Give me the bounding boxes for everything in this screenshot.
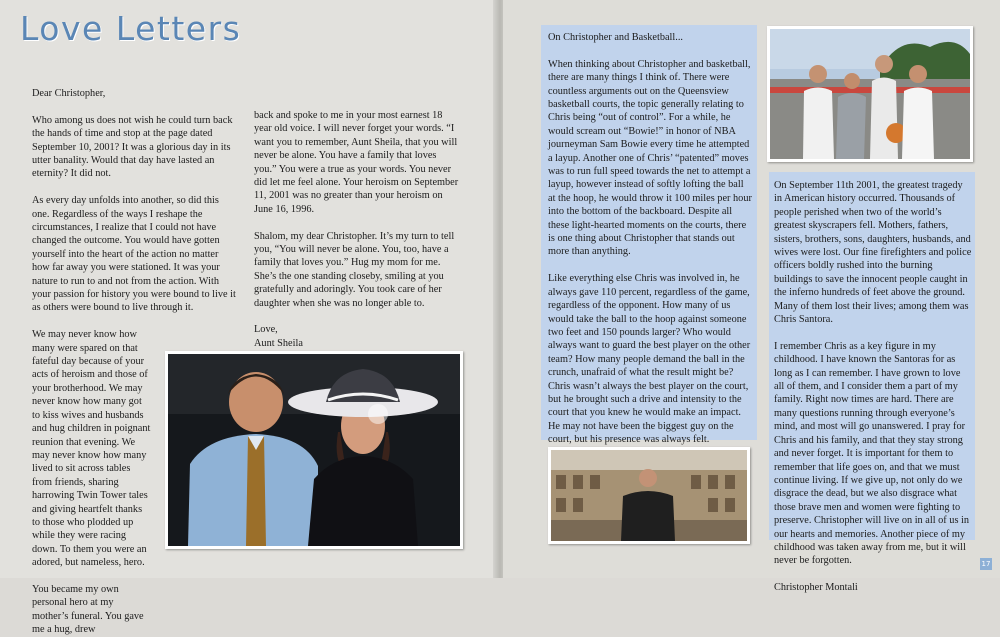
letter-paragraph: As every day unfolds into another, so did this one. Regardless of the ways I reshape the circumstances, I realize that I could not have changed the outcome. You would have gotten yourself into the heart of the action no matter how far away you were stationed. It was your nature to run to and not from the action. With your passion for history you were bound to live it as others were bound to live through it.: [32, 195, 236, 314]
letter-paragraph: We may never know how many were spared on that fateful day because of your acts of heroism and those of your brotherhood. We may never know how many got to kiss wives and husbands and hug children in poignant reunion that evening. We may never know how many lived to sit across tables from friends, sharing harrowing Twin Tower tales and giving heartfelt thanks to those who plodded up while they were racing down. To them you were an adored, but nameless, hero.: [32, 329, 151, 569]
page-title: Love Letters: [20, 9, 242, 48]
letter-heading: On Christopher and Basketball...: [548, 32, 683, 43]
left-page: [0, 0, 497, 636]
photo-basketball-friends: [767, 26, 973, 162]
basketball-letter: [548, 31, 752, 473]
letter-paragraph: On September 11th 2001, the greatest tragedy in American history occurred. Thousands of people perished when two of the world’s greatest skyscrapers fell. Mothers, fathers, sisters, brothers, sons, daughters, husbands, and wives were lost. Our fine firefighters and police officers boldly rushed into the burning buildings to save the innocent people caught in the inferno hundreds of feet above the ground. Many of them lost their lives; among them was Chris Santora.: [774, 180, 972, 326]
photo-colosseum: [548, 447, 750, 544]
letter-paragraph: back and spoke to me in your most earnest 18 year old voice. I will never forget your words. “I want you to remember, Aunt Sheila, that you will never be alone. You have a family that loves you.” You were a true as your words. You never did let me feel alone. Your heroism on September 11, 2001 was no greater than your heroism on June 16, 1996.: [254, 110, 459, 215]
letter-paragraph: You became my own personal hero at my mother’s funeral. You gave me a hug, drew: [32, 583, 144, 636]
letter-column-2: [254, 109, 459, 350]
letter-signoff: Love, Aunt Sheila: [254, 324, 303, 349]
right-page: [503, 0, 1000, 594]
letter-paragraph: Shalom, my dear Christopher. It’s my turn to tell you, “You will never be alone. You, too, have a family that loves you.” Hug my mom for me. She’s the one standing closeby, smiling at you gratefully and adoringly. You took care of her daughter when she was no longer able to.: [254, 230, 455, 309]
letter-paragraph: Like everything else Chris was involved in, he always gave 110 percent, regardless of the game, regardless of the opponent. How many of us would take the ball to the hoop against someone two feet and 150 pounds larger? Who would always want to guard the best player on the other team? How many people demand the ball in the crunch, unafraid of what the result might be? Chris wasn’t always the best player on the court, but he brought such a drive and intensity to the court that you knew he would make an impact. He may not have been the biggest guy on the court, but his presence was always felt.: [548, 273, 751, 446]
september-letter: [774, 179, 972, 595]
photo-christopher-and-aunt: [165, 351, 463, 549]
letter-paragraph: I remember Chris as a key figure in my childhood. I have known the Santoras for as long as I can remember. I have grown to love all of them, and I consider them a part of my family. Right now times are hard. There are many questions running through everyone’s mind, and most will go unanswered. I pray for Chris and his family, and that they stay strong and never forget. It is important for them to remember that life goes on, and that we must continue living. If we give up, not only do we disgrace the dead, but we also disgrace what those brave men and women were fighting to preserve. Christopher will live on in all of us in our hearts and memories. Another piece of my childhood was taken away from me, but it will never be forgotten.: [774, 340, 970, 567]
letter-paragraph: When thinking about Christopher and basketball, there are many things I think of. There were countless arguments out on the Queensview basketball courts, the topic generally relating to Chris being “out of control”. For a while, he would scream out “Bowie!” in honor of NBA journeyman Sam Bowie every time he attempted a layup. Another one of Chris’ “patented” moves was to run full speed towards the net to attempt a layup, however instead of softly lofting the ball at the hoop, he would throw it 100 miles per hour into the bottom of the backboard. Despite all these light-hearted moments on the courts, there is one thing about Christopher that stands out more than anything.: [548, 58, 752, 258]
letter-signature: Christopher Montali: [774, 582, 858, 594]
salutation: Dear Christopher,: [32, 88, 106, 99]
page-number: 17: [981, 560, 991, 568]
letter-paragraph: Who among us does not wish he could turn back the hands of time and stop at the page dated September 10, 2001? It was a glorious day in its utter banality. Would that day have lasted an eternity? It did not.: [32, 114, 233, 180]
